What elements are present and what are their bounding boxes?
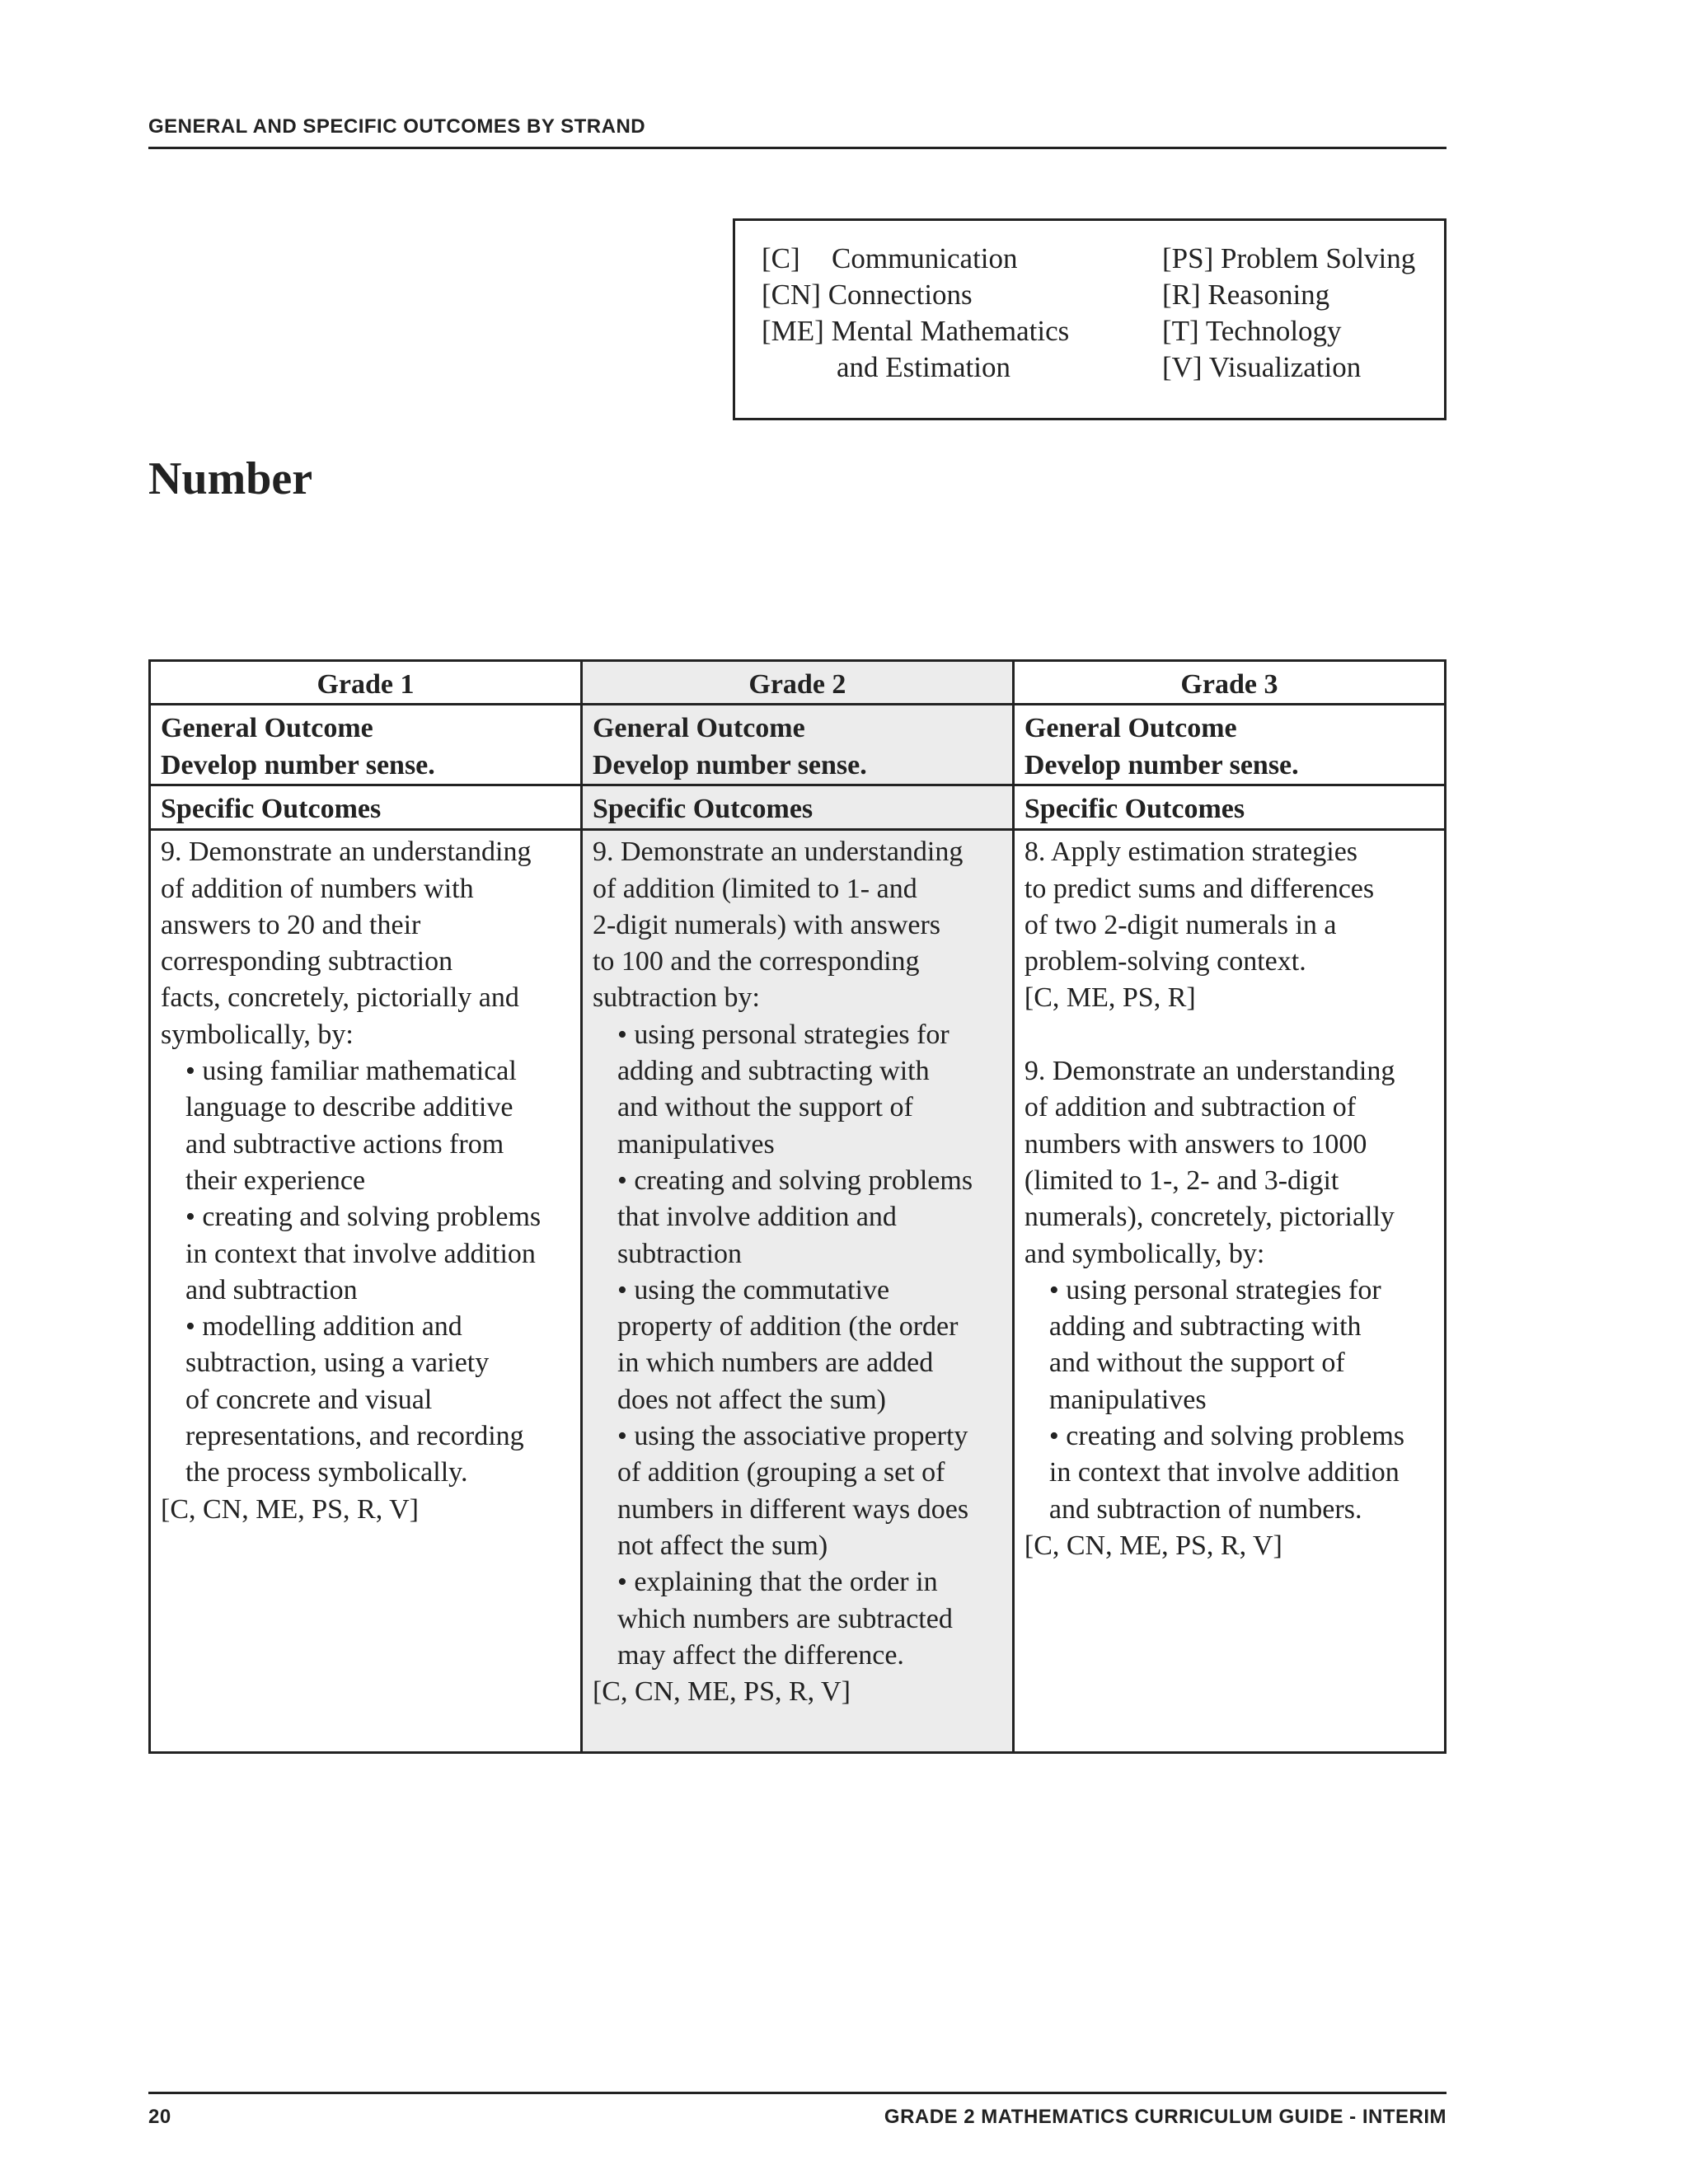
grade-2-general-outcome <box>581 705 1013 785</box>
legend-name: Communication <box>832 242 1018 274</box>
outcome-line: and subtractive actions from <box>185 1128 504 1160</box>
outcome-line: answers to 20 and their <box>161 909 421 940</box>
outcome-bullet: • creating and solving problems <box>617 1165 973 1196</box>
process-standards-codes: [C, CN, ME, PS, R, V] <box>161 1493 419 1525</box>
legend-abbr: [V] <box>1162 351 1203 383</box>
grade-header-row <box>150 661 1446 705</box>
grade-3-outcomes <box>1013 830 1445 1753</box>
grade-2-header: Grade 2 <box>581 661 1013 705</box>
outcome-line: may affect the difference. <box>617 1639 904 1671</box>
outcome-line: and subtraction of numbers. <box>1048 1493 1362 1525</box>
grade-1-header: Grade 1 <box>150 661 582 705</box>
page-number: 20 <box>148 2106 171 2128</box>
outcome-bullet: • using the associative property <box>617 1421 968 1452</box>
outcome-line: representations, and recording <box>185 1421 524 1452</box>
outcome-line: adding and subtracting with <box>617 1056 930 1087</box>
grade-1-outcomes <box>150 830 582 1753</box>
general-outcome-row <box>150 705 1446 785</box>
outcome-line: numerals), concretely, pictorially <box>1024 1202 1395 1233</box>
grade-2-outcomes <box>581 830 1013 1753</box>
running-foot <box>148 2092 1447 2128</box>
legend-item-communication <box>762 241 1069 277</box>
legend-name: Problem Solving <box>1221 242 1416 274</box>
grade-3-specific-label: Specific Outcomes <box>1013 785 1445 830</box>
outcome-bullet: • explaining that the order in <box>617 1567 938 1598</box>
grade-3-general-outcome <box>1013 705 1445 785</box>
outcome-line: which numbers are subtracted <box>617 1603 953 1634</box>
general-outcome-text: Develop number sense. <box>1024 749 1299 780</box>
outcome-line: facts, concretely, pictorially and <box>161 982 519 1014</box>
grade-2-specific-label: Specific Outcomes <box>581 785 1013 830</box>
legend-column-right <box>1162 241 1415 386</box>
outcome-line: and without the support of <box>617 1092 913 1123</box>
outcome-line: and without the support of <box>1048 1347 1345 1379</box>
outcome-line: symbolically, by: <box>161 1019 354 1050</box>
outcome-line: 9. Demonstrate an understanding <box>161 837 532 868</box>
outcome-line: the process symbolically. <box>185 1457 468 1488</box>
outcome-line: to predict sums and differences <box>1024 873 1375 904</box>
outcome-line: subtraction <box>617 1238 743 1269</box>
outcome-bullet: • using the commutative <box>617 1274 890 1305</box>
outcome-line: 2-digit numerals) with answers <box>592 909 941 940</box>
specific-outcomes-row <box>150 785 1446 830</box>
outcome-line: of addition (limited to 1- and <box>592 873 917 904</box>
outcome-line: in context that involve addition <box>1048 1457 1400 1488</box>
outcome-line: numbers with answers to 1000 <box>1024 1128 1367 1160</box>
legend-name: Mental Mathematics <box>831 315 1070 347</box>
outcomes-body-row <box>150 830 1446 1753</box>
outcome-line: corresponding subtraction <box>161 946 453 977</box>
legend-item-connections <box>762 277 1069 313</box>
legend-name: Visualization <box>1208 351 1362 383</box>
outcome-bullet: • modelling addition and <box>185 1311 462 1343</box>
outcome-line: and symbolically, by: <box>1024 1238 1265 1269</box>
outcome-bullet: • using familiar mathematical <box>185 1056 517 1087</box>
outcome-bullet: • creating and solving problems <box>1048 1421 1405 1452</box>
outcome-line: 9. Demonstrate an understanding <box>592 837 964 868</box>
outcome-line: in which numbers are added <box>617 1347 934 1379</box>
legend-abbr: [CN] <box>762 279 821 311</box>
section-title: Number <box>148 453 313 504</box>
outcome-line: of addition of numbers with <box>161 873 474 904</box>
general-outcome-label: General Outcome <box>161 713 373 744</box>
legend-name: Connections <box>828 279 973 311</box>
outcome-line: of addition (grouping a set of <box>617 1457 945 1488</box>
legend-abbr: [R] <box>1162 279 1201 311</box>
legend-column-left <box>762 241 1069 386</box>
outcome-line: of addition and subtraction of <box>1024 1092 1357 1123</box>
grade-3-header: Grade 3 <box>1013 661 1445 705</box>
outcome-line: property of addition (the order <box>617 1311 959 1343</box>
legend-abbr: [C] <box>762 242 800 274</box>
outcome-line: in context that involve addition <box>185 1238 536 1269</box>
outcome-line: 9. Demonstrate an understanding <box>1024 1056 1395 1087</box>
guide-title: GRADE 2 MATHEMATICS CURRICULUM GUIDE - INTERIM <box>884 2106 1447 2128</box>
paragraph-gap <box>1025 1017 1434 1053</box>
legend-name: and Estimation <box>837 351 1010 383</box>
process-standards-codes: [C, CN, ME, PS, R, V] <box>1024 1530 1282 1561</box>
outcome-line: problem-solving context. <box>1024 946 1306 977</box>
process-standards-codes: [C, CN, ME, PS, R, V] <box>592 1676 851 1708</box>
legend-abbr: [T] <box>1162 315 1199 347</box>
outcome-bullet: • using personal strategies for <box>617 1019 950 1050</box>
legend-item-estimation <box>762 349 1069 386</box>
legend-name: Technology <box>1205 315 1342 347</box>
outcome-line: adding and subtracting with <box>1048 1311 1362 1343</box>
outcome-line: of two 2-digit numerals in a <box>1024 909 1337 940</box>
outcome-line: to 100 and the corresponding <box>592 946 920 977</box>
outcome-line: subtraction by: <box>592 982 760 1014</box>
general-outcome-label: General Outcome <box>1024 713 1237 744</box>
outcome-line: that involve addition and <box>617 1202 897 1233</box>
outcome-line: numbers in different ways does <box>617 1493 969 1525</box>
outcome-line: not affect the sum) <box>617 1530 828 1561</box>
grade-1-specific-label: Specific Outcomes <box>150 785 582 830</box>
legend-item-visualization <box>1162 349 1415 386</box>
legend-item-mental-mathematics <box>762 313 1069 349</box>
general-outcome-text: Develop number sense. <box>161 749 435 780</box>
process-standards-codes: [C, ME, PS, R] <box>1024 982 1196 1014</box>
running-head: GENERAL AND SPECIFIC OUTCOMES BY STRAND <box>148 115 1447 149</box>
legend-name: Reasoning <box>1207 279 1330 311</box>
general-outcome-text: Develop number sense. <box>592 749 867 780</box>
outcome-line: subtraction, using a variety <box>185 1347 490 1379</box>
outcome-line: 8. Apply estimation strategies <box>1024 837 1358 868</box>
legend-item-problem-solving <box>1162 241 1415 277</box>
outcome-line: (limited to 1-, 2- and 3-digit <box>1024 1165 1339 1196</box>
outcomes-table <box>148 659 1447 1754</box>
legend-item-reasoning <box>1162 277 1415 313</box>
outcome-line: does not affect the sum) <box>617 1384 886 1415</box>
outcome-bullet: • using personal strategies for <box>1048 1274 1381 1305</box>
legend-item-technology <box>1162 313 1415 349</box>
outcome-line: of concrete and visual <box>185 1384 433 1415</box>
legend-abbr: [PS] <box>1162 242 1214 274</box>
outcome-line: and subtraction <box>185 1274 358 1305</box>
outcome-line: their experience <box>185 1165 366 1196</box>
legend-abbr: [ME] <box>762 315 824 347</box>
outcome-line: manipulatives <box>617 1128 775 1160</box>
outcome-bullet: • creating and solving problems <box>185 1202 542 1233</box>
general-outcome-label: General Outcome <box>592 713 805 744</box>
process-standards-legend <box>733 218 1447 420</box>
grade-1-general-outcome <box>150 705 582 785</box>
outcome-line: manipulatives <box>1048 1384 1207 1415</box>
outcome-line: language to describe additive <box>185 1092 513 1123</box>
